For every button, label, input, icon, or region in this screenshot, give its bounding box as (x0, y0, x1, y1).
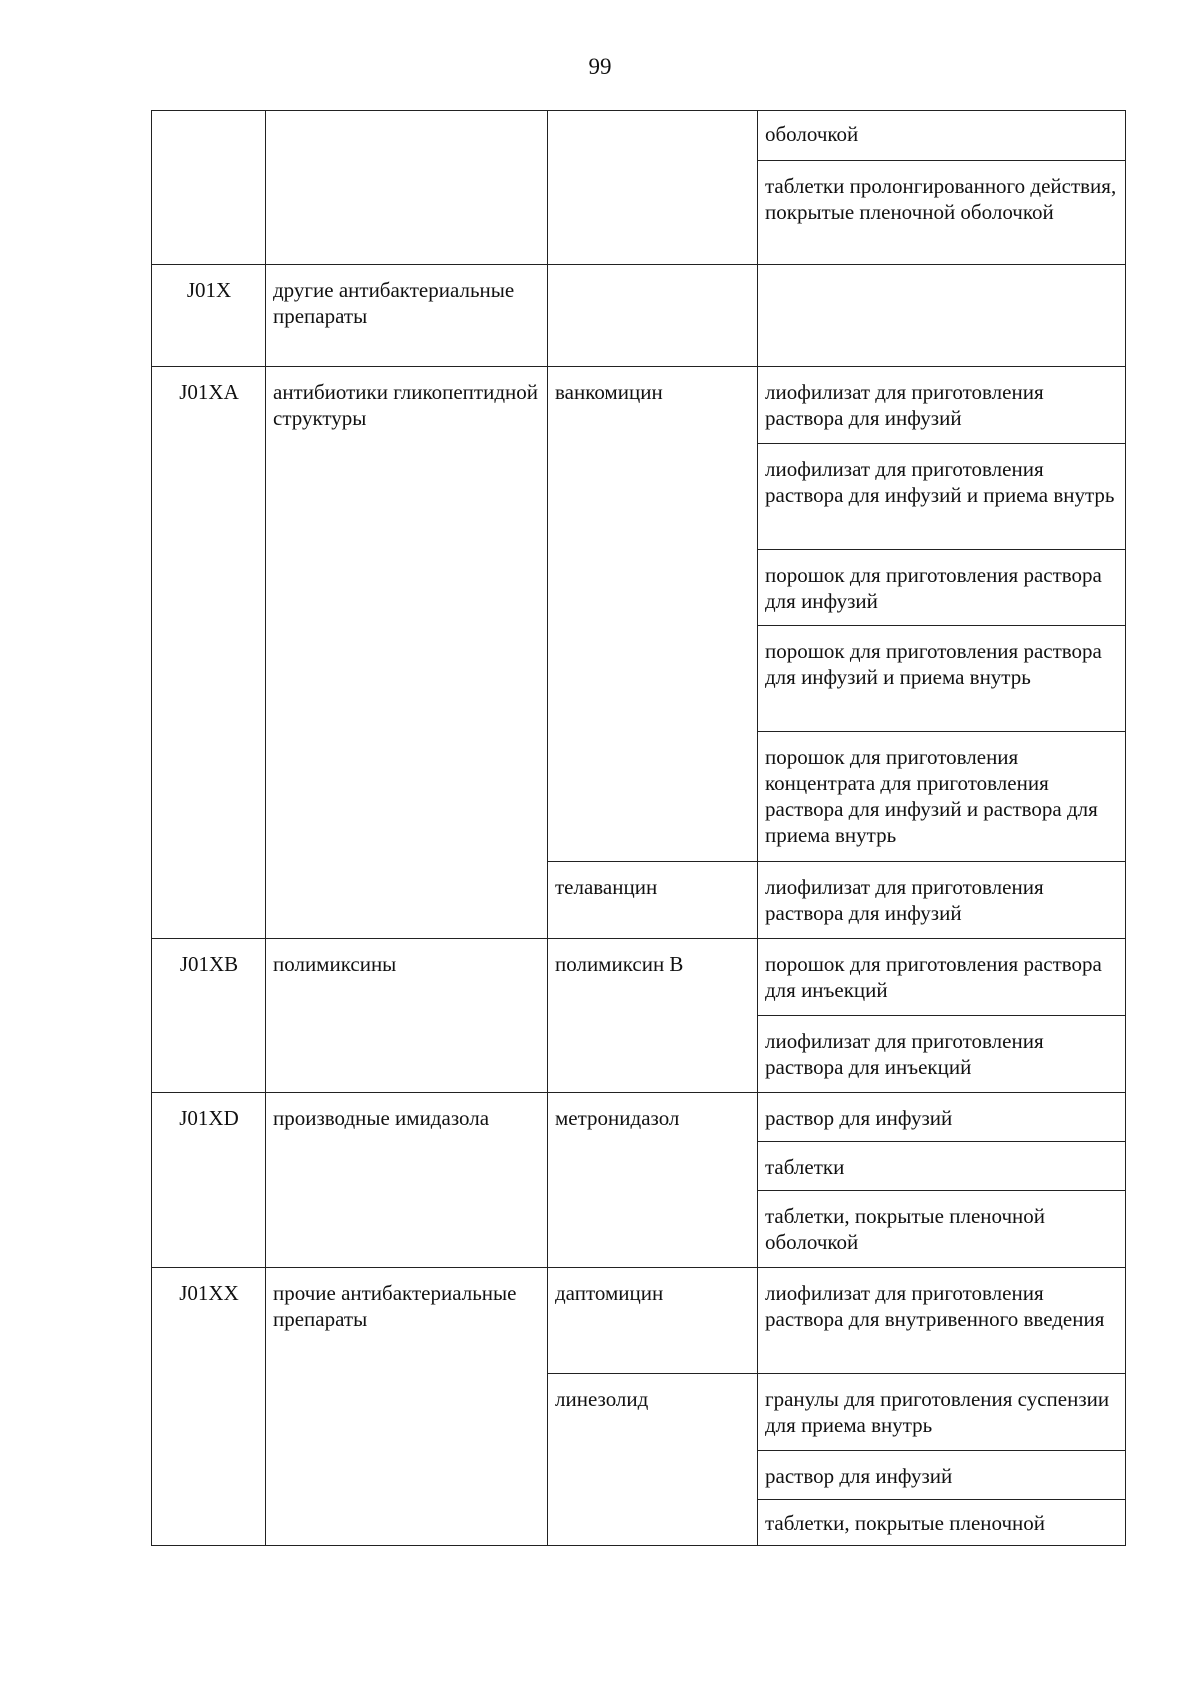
group-cell: прочие антибактериальные препараты (266, 1268, 548, 1546)
drug-cell (548, 111, 758, 265)
form-cell: гранулы для приготовления суспензии для приема внутрь (758, 1374, 1126, 1451)
form-cell: таблетки (758, 1142, 1126, 1191)
group-cell: полимиксины (266, 939, 548, 1093)
table-row (152, 1093, 1126, 1142)
form-cell: порошок для приготовления раствора для инфузий (758, 550, 1126, 626)
code-cell: J01XA (152, 367, 266, 939)
drug-cell: телаванцин (548, 862, 758, 939)
form-cell: раствор для инфузий (758, 1451, 1126, 1500)
group-cell: другие антибактериальные препараты (266, 265, 548, 367)
drug-cell: ванкомицин (548, 367, 758, 862)
drug-cell: даптомицин (548, 1268, 758, 1374)
code-cell: J01XB (152, 939, 266, 1093)
form-cell: лиофилизат для приготовления раствора для инфузий и приема внутрь (758, 444, 1126, 550)
table-row (152, 265, 1126, 367)
code-cell: J01XX (152, 1268, 266, 1546)
form-cell: лиофилизат для приготовления раствора для инфузий (758, 862, 1126, 939)
drug-cell: линезолид (548, 1374, 758, 1546)
form-cell: лиофилизат для приготовления раствора для инфузий (758, 367, 1126, 444)
table-row (152, 939, 1126, 1016)
code-cell: J01X (152, 265, 266, 367)
drug-cell: метронидазол (548, 1093, 758, 1268)
form-cell: таблетки, покрытые пленочной оболочкой (758, 1191, 1126, 1268)
table-row (152, 1268, 1126, 1374)
code-cell (152, 111, 266, 265)
form-cell: раствор для инфузий (758, 1093, 1126, 1142)
table-row (152, 367, 1126, 444)
drug-cell: полимиксин В (548, 939, 758, 1093)
group-cell (266, 111, 548, 265)
page-number: 99 (588, 54, 612, 79)
form-cell: порошок для приготовления концентрата для приготовления раствора для инфузий и раствора для приема внутрь (758, 732, 1126, 862)
form-cell: лиофилизат для приготовления раствора для инъекций (758, 1016, 1126, 1093)
form-cell: порошок для приготовления раствора для инъекций (758, 939, 1126, 1016)
group-cell: производные имидазола (266, 1093, 548, 1268)
form-cell: порошок для приготовления раствора для инфузий и приема внутрь (758, 626, 1126, 732)
form-cell (758, 265, 1126, 367)
form-cell: таблетки пролонгированного действия, покрытые пленочной оболочкой (758, 161, 1126, 265)
form-cell: оболочкой (758, 111, 1126, 161)
form-cell: таблетки, покрытые пленочной (758, 1500, 1126, 1546)
form-cell: лиофилизат для приготовления раствора для внутривенного введения (758, 1268, 1126, 1374)
group-cell: антибиотики гликопептидной структуры (266, 367, 548, 939)
drug-cell (548, 265, 758, 367)
drug-table (151, 110, 1126, 1546)
code-cell: J01XD (152, 1093, 266, 1268)
table-row (152, 111, 1126, 161)
